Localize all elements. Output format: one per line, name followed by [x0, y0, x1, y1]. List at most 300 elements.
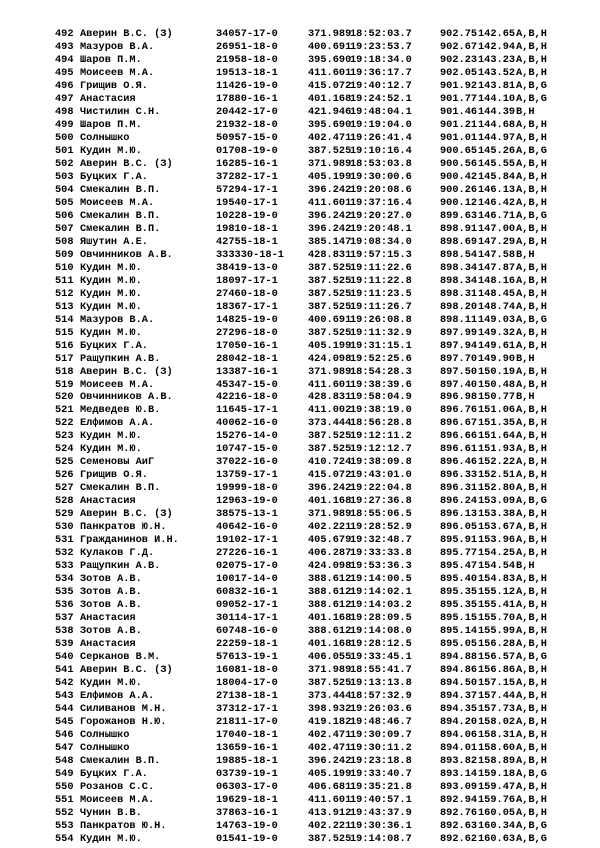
table-row	[0, 93, 600, 106]
coefficient: 157.73	[478, 703, 516, 715]
distance: 398.932	[308, 703, 352, 715]
pigeon-owner-name: Ращупкин А.В.	[80, 352, 161, 365]
arrival-time: 19:40:12.7	[350, 79, 412, 92]
speed: 896.61	[440, 443, 478, 456]
coefficient: 150.77	[478, 391, 516, 404]
ring-number: 42216-18-0	[216, 391, 278, 404]
category-tags: A,B,H	[516, 534, 547, 547]
arrival-time: 18:52:03.7	[350, 28, 412, 40]
category-tags: A,B,H	[516, 612, 547, 625]
row-number: 532	[55, 547, 74, 560]
distance: 402.471	[308, 131, 352, 144]
row-number: 540	[55, 651, 74, 663]
coefficient: 149.90	[478, 352, 516, 365]
ring-number: 10228-19-0	[216, 209, 278, 222]
speed: 895.05	[440, 638, 478, 651]
table-row	[0, 677, 600, 690]
table-row	[0, 495, 600, 508]
coefficient: 148.74	[478, 300, 516, 313]
table-row	[0, 327, 600, 340]
distance: 424.098	[308, 560, 352, 573]
ring-number: 40062-16-0	[216, 417, 278, 430]
speed: 901.46	[440, 105, 478, 118]
ring-number: 34057-17-0	[216, 28, 278, 40]
speed: 893.09	[440, 780, 478, 793]
table-row	[0, 67, 600, 80]
coefficient: 148.16	[478, 274, 516, 287]
speed: 892.94	[440, 793, 478, 806]
speed: 898.54	[440, 248, 478, 261]
row-number: 531	[55, 534, 74, 547]
row-number: 550	[55, 780, 74, 793]
coefficient: 159.47	[478, 780, 516, 793]
ring-number: 21811-17-0	[216, 715, 278, 728]
coefficient: 145.55	[478, 157, 516, 170]
coefficient: 156.57	[478, 651, 516, 663]
pigeon-owner-name: Моисеев М.А.	[80, 66, 155, 79]
coefficient: 147.29	[478, 235, 516, 248]
speed: 894.37	[440, 690, 478, 702]
arrival-time: 19:52:25.6	[350, 352, 412, 365]
row-number: 502	[55, 157, 74, 170]
distance: 405.199	[308, 170, 352, 183]
table-row	[0, 340, 600, 353]
arrival-time: 19:14:08.7	[350, 832, 412, 845]
distance: 400.691	[308, 41, 352, 53]
distance: 401.168	[308, 638, 352, 651]
table-row	[0, 171, 600, 184]
pigeon-owner-name: Силиванов М.Н.	[80, 703, 167, 715]
category-tags: A,B,H	[516, 741, 547, 754]
category-tags: A,B,H	[516, 521, 547, 534]
speed: 894.88	[440, 651, 478, 663]
speed: 902.05	[440, 66, 478, 79]
table-row	[0, 158, 600, 171]
ring-number: 11645-17-1	[216, 404, 278, 417]
row-number: 533	[55, 560, 74, 573]
distance: 371.989	[308, 28, 352, 40]
ring-number: 19999-18-0	[216, 482, 278, 495]
table-row	[0, 443, 600, 456]
ring-number: 50957-15-0	[216, 131, 278, 144]
pigeon-owner-name: Семеновы АиГ	[80, 456, 155, 469]
coefficient: 153.09	[478, 495, 516, 508]
category-tags: A,B,G	[516, 79, 547, 92]
arrival-time: 19:26:03.6	[350, 703, 412, 715]
speed: 895.91	[440, 534, 478, 547]
pigeon-owner-name: Медведев Ю.В.	[80, 404, 161, 417]
pigeon-owner-name: Анастасия	[80, 92, 136, 105]
speed: 900.56	[440, 157, 478, 170]
table-row	[0, 833, 600, 846]
distance: 373.444	[308, 690, 352, 702]
row-number: 524	[55, 443, 74, 456]
table-row	[0, 625, 600, 638]
arrival-time: 19:11:26.7	[350, 300, 412, 313]
arrival-time: 19:24:52.1	[350, 92, 412, 105]
row-number: 544	[55, 703, 74, 715]
table-row	[0, 573, 600, 586]
row-number: 543	[55, 690, 74, 702]
arrival-time: 19:30:00.6	[350, 170, 412, 183]
pigeon-owner-name: Аверин В.С. (З)	[80, 508, 173, 521]
distance: 395.690	[308, 118, 352, 131]
distance: 387.525	[308, 832, 352, 845]
speed: 895.14	[440, 625, 478, 638]
distance: 371.989	[308, 664, 352, 676]
pigeon-owner-name: Чунин В.В.	[80, 806, 142, 819]
arrival-time: 19:40:57.1	[350, 793, 412, 806]
coefficient: 146.13	[478, 183, 516, 196]
speed: 902.67	[440, 41, 478, 53]
table-row	[0, 262, 600, 275]
coefficient: 152.51	[478, 469, 516, 482]
coefficient: 160.05	[478, 806, 516, 819]
arrival-time: 19:14:03.2	[350, 599, 412, 612]
row-number: 495	[55, 66, 74, 79]
row-number: 539	[55, 638, 74, 651]
pigeon-owner-name: Кудин М.Ю.	[80, 430, 142, 443]
category-tags: A,B,H	[516, 274, 547, 287]
pigeon-owner-name: Зотов А.В.	[80, 599, 142, 612]
ring-number: 03739-19-1	[216, 767, 278, 780]
ring-number: 10747-15-0	[216, 443, 278, 456]
distance: 415.072	[308, 79, 352, 92]
pigeon-owner-name: Буцких Г.А.	[80, 767, 148, 780]
distance: 396.242	[308, 482, 352, 495]
arrival-time: 19:57:15.3	[350, 248, 412, 261]
category-tags: A,B,H	[516, 664, 547, 676]
coefficient: 148.45	[478, 287, 516, 300]
coefficient: 151.64	[478, 430, 516, 443]
row-number: 505	[55, 196, 74, 209]
arrival-time: 19:48:46.7	[350, 715, 412, 728]
table-row	[0, 223, 600, 236]
row-number: 529	[55, 508, 74, 521]
arrival-time: 18:56:28.8	[350, 417, 412, 430]
ring-number: 17880-16-1	[216, 92, 278, 105]
table-row	[0, 638, 600, 651]
coefficient: 147.87	[478, 261, 516, 274]
ring-number: 14825-19-0	[216, 313, 278, 326]
table-row	[0, 417, 600, 430]
table-row	[0, 28, 600, 41]
distance: 387.525	[308, 144, 352, 157]
table-row	[0, 781, 600, 794]
distance: 413.912	[308, 806, 352, 819]
table-row	[0, 430, 600, 443]
ring-number: 10017-14-0	[216, 573, 278, 586]
table-row	[0, 80, 600, 93]
table-row	[0, 534, 600, 547]
row-number: 493	[55, 41, 74, 53]
distance: 371.989	[308, 508, 352, 521]
speed: 894.35	[440, 703, 478, 715]
category-tags: A,B,G	[516, 495, 547, 508]
arrival-time: 19:32:48.7	[350, 534, 412, 547]
category-tags: A,B,H	[516, 430, 547, 443]
arrival-time: 19:43:01.0	[350, 469, 412, 482]
speed: 894.20	[440, 715, 478, 728]
category-tags: B,H	[516, 105, 535, 118]
arrival-time: 18:55:41.7	[350, 664, 412, 676]
table-row	[0, 145, 600, 158]
coefficient: 153.38	[478, 508, 516, 521]
distance: 387.525	[308, 261, 352, 274]
speed: 896.24	[440, 495, 478, 508]
arrival-time: 19:14:00.5	[350, 573, 412, 586]
row-number: 542	[55, 677, 74, 689]
arrival-time: 19:14:08.0	[350, 625, 412, 638]
category-tags: A,B,H	[516, 66, 547, 79]
speed: 894.50	[440, 677, 478, 689]
category-tags: A,B,G	[516, 144, 547, 157]
category-tags: A,B,H	[516, 677, 547, 689]
table-row	[0, 651, 600, 664]
table-row	[0, 755, 600, 768]
distance: 388.612	[308, 586, 352, 599]
category-tags: A,B,H	[516, 54, 547, 66]
table-row	[0, 301, 600, 314]
ring-number: 19540-17-1	[216, 196, 278, 209]
table-row	[0, 353, 600, 366]
distance: 387.525	[308, 443, 352, 456]
speed: 896.66	[440, 430, 478, 443]
arrival-time: 18:54:28.3	[350, 365, 412, 378]
distance: 411.601	[308, 793, 352, 806]
pigeon-owner-name: Панкратов Ю.Н.	[80, 819, 167, 832]
distance: 411.601	[308, 378, 352, 391]
speed: 897.40	[440, 378, 478, 391]
distance: 406.287	[308, 547, 352, 560]
speed: 898.11	[440, 313, 478, 326]
coefficient: 159.76	[478, 793, 516, 806]
distance: 387.525	[308, 274, 352, 287]
pigeon-owner-name: Зотов А.В.	[80, 625, 142, 638]
ring-number: 09052-17-1	[216, 599, 278, 612]
row-number: 523	[55, 430, 74, 443]
pigeon-owner-name: Кудин М.Ю.	[80, 832, 142, 845]
category-tags: B,H	[516, 560, 535, 573]
speed: 896.33	[440, 469, 478, 482]
arrival-time: 19:22:04.8	[350, 482, 412, 495]
speed: 894.01	[440, 741, 478, 754]
row-number: 512	[55, 287, 74, 300]
table-row	[0, 391, 600, 404]
category-tags: A,B,H	[516, 28, 547, 40]
row-number: 527	[55, 482, 74, 495]
table-row	[0, 820, 600, 833]
coefficient: 159.18	[478, 767, 516, 780]
pigeon-owner-name: Елфимов А.А.	[80, 417, 155, 430]
speed: 897.94	[440, 339, 478, 352]
pigeon-owner-name: Серканов В.М.	[80, 651, 161, 663]
arrival-time: 19:10:16.4	[350, 144, 412, 157]
table-row	[0, 236, 600, 249]
category-tags: A,B,H	[516, 638, 547, 651]
coefficient: 149.03	[478, 313, 516, 326]
ring-number: 45347-15-0	[216, 378, 278, 391]
category-tags: A,B,H	[516, 482, 547, 495]
table-row	[0, 716, 600, 729]
coefficient: 150.48	[478, 378, 516, 391]
ring-number: 21932-18-0	[216, 118, 278, 131]
arrival-time: 19:30:11.2	[350, 741, 412, 754]
ring-number: 38575-13-1	[216, 508, 278, 521]
row-number: 514	[55, 313, 74, 326]
distance: 419.182	[308, 715, 352, 728]
speed: 900.12	[440, 196, 478, 209]
coefficient: 157.44	[478, 690, 516, 702]
row-number: 545	[55, 715, 74, 728]
arrival-time: 19:12:11.2	[350, 430, 412, 443]
category-tags: A,B,H	[516, 287, 547, 300]
arrival-time: 19:30:09.7	[350, 728, 412, 741]
coefficient: 156.86	[478, 664, 516, 676]
coefficient: 143.23	[478, 54, 516, 66]
coefficient: 142.94	[478, 41, 516, 53]
coefficient: 154.54	[478, 560, 516, 573]
table-row	[0, 768, 600, 781]
row-number: 520	[55, 391, 74, 404]
table-row	[0, 404, 600, 417]
table-row	[0, 197, 600, 210]
table-row	[0, 690, 600, 703]
ring-number: 01708-19-0	[216, 144, 278, 157]
pigeon-owner-name: Овчинников А.В.	[80, 391, 173, 404]
arrival-time: 19:14:02.1	[350, 586, 412, 599]
distance: 406.055	[308, 651, 352, 663]
row-number: 554	[55, 832, 74, 845]
pigeon-owner-name: Чистилин С.Н.	[80, 105, 161, 118]
speed: 899.63	[440, 209, 478, 222]
table-row	[0, 314, 600, 327]
coefficient: 158.89	[478, 754, 516, 767]
arrival-time: 19:53:36.3	[350, 560, 412, 573]
pigeon-owner-name: Шаров П.М.	[80, 54, 142, 66]
ring-number: 27226-16-1	[216, 547, 278, 560]
row-number: 516	[55, 339, 74, 352]
row-number: 548	[55, 754, 74, 767]
coefficient: 149.32	[478, 326, 516, 339]
category-tags: A,B,G	[516, 819, 547, 832]
distance: 387.525	[308, 677, 352, 689]
coefficient: 146.71	[478, 209, 516, 222]
category-tags: A,B,G	[516, 832, 547, 845]
distance: 396.242	[308, 183, 352, 196]
coefficient: 155.99	[478, 625, 516, 638]
table-row	[0, 275, 600, 288]
arrival-time: 19:11:22.6	[350, 261, 412, 274]
category-tags: A,B,H	[516, 131, 547, 144]
coefficient: 154.25	[478, 547, 516, 560]
row-number: 530	[55, 521, 74, 534]
pigeon-owner-name: Аверин В.С. (З)	[80, 157, 173, 170]
row-number: 552	[55, 806, 74, 819]
pigeon-owner-name: Смекалин В.П.	[80, 209, 161, 222]
ring-number: 40642-16-0	[216, 521, 278, 534]
ring-number: 60832-16-1	[216, 586, 278, 599]
pigeon-owner-name: Яшутин А.Е.	[80, 235, 148, 248]
distance: 411.601	[308, 66, 352, 79]
pigeon-owner-name: Панкратов Ю.Н.	[80, 521, 167, 534]
table-row	[0, 132, 600, 145]
pigeon-owner-name: Шаров П.М.	[80, 118, 142, 131]
coefficient: 142.65	[478, 28, 516, 40]
speed: 895.47	[440, 560, 478, 573]
ring-number: 11426-19-0	[216, 79, 278, 92]
coefficient: 151.06	[478, 404, 516, 417]
speed: 896.46	[440, 456, 478, 469]
coefficient: 143.81	[478, 79, 516, 92]
coefficient: 150.19	[478, 365, 516, 378]
pigeon-owner-name: Смекалин В.П.	[80, 222, 161, 235]
arrival-time: 19:35:21.8	[350, 780, 412, 793]
pigeon-owner-name: Елфимов А.А.	[80, 690, 155, 702]
distance: 371.989	[308, 365, 352, 378]
table-row	[0, 547, 600, 560]
distance: 402.471	[308, 741, 352, 754]
arrival-time: 19:11:32.9	[350, 326, 412, 339]
speed: 895.77	[440, 547, 478, 560]
category-tags: A,B,G	[516, 92, 547, 105]
table-row	[0, 664, 600, 677]
pigeon-owner-name: Анастасия	[80, 638, 136, 651]
ring-number: 18367-17-1	[216, 300, 278, 313]
table-row	[0, 106, 600, 119]
category-tags: A,B,H	[516, 183, 547, 196]
speed: 901.92	[440, 79, 478, 92]
arrival-time: 19:28:09.5	[350, 612, 412, 625]
distance: 428.831	[308, 391, 352, 404]
pigeon-owner-name: Буцких Г.А.	[80, 170, 148, 183]
distance: 402.221	[308, 521, 352, 534]
table-row	[0, 482, 600, 495]
arrival-time: 19:38:19.0	[350, 404, 412, 417]
category-tags: A,B,H	[516, 365, 547, 378]
ring-number: 19810-18-1	[216, 222, 278, 235]
pigeon-owner-name: Кудин М.Ю.	[80, 261, 142, 274]
distance: 388.612	[308, 599, 352, 612]
coefficient: 144.10	[478, 92, 516, 105]
table-row	[0, 508, 600, 521]
category-tags: A,B,H	[516, 41, 547, 53]
row-number: 513	[55, 300, 74, 313]
category-tags: A,B,H	[516, 196, 547, 209]
arrival-time: 19:33:33.8	[350, 547, 412, 560]
distance: 401.168	[308, 495, 352, 508]
coefficient: 155.12	[478, 586, 516, 599]
category-tags: A,B,H	[516, 235, 547, 248]
distance: 415.072	[308, 469, 352, 482]
distance: 388.612	[308, 573, 352, 586]
category-tags: A,B,G	[516, 313, 547, 326]
speed: 893.82	[440, 754, 478, 767]
category-tags: A,B,H	[516, 715, 547, 728]
ring-number: 37282-17-1	[216, 170, 278, 183]
ring-number: 18097-17-1	[216, 274, 278, 287]
speed: 896.05	[440, 521, 478, 534]
row-number: 525	[55, 456, 74, 469]
ring-number: 12963-19-0	[216, 495, 278, 508]
arrival-time: 19:12:12.7	[350, 443, 412, 456]
pigeon-owner-name: Смекалин В.П.	[80, 482, 161, 495]
table-row	[0, 379, 600, 392]
speed: 896.13	[440, 508, 478, 521]
speed: 900.42	[440, 170, 478, 183]
category-tags: B,H	[516, 352, 535, 365]
row-number: 538	[55, 625, 74, 638]
